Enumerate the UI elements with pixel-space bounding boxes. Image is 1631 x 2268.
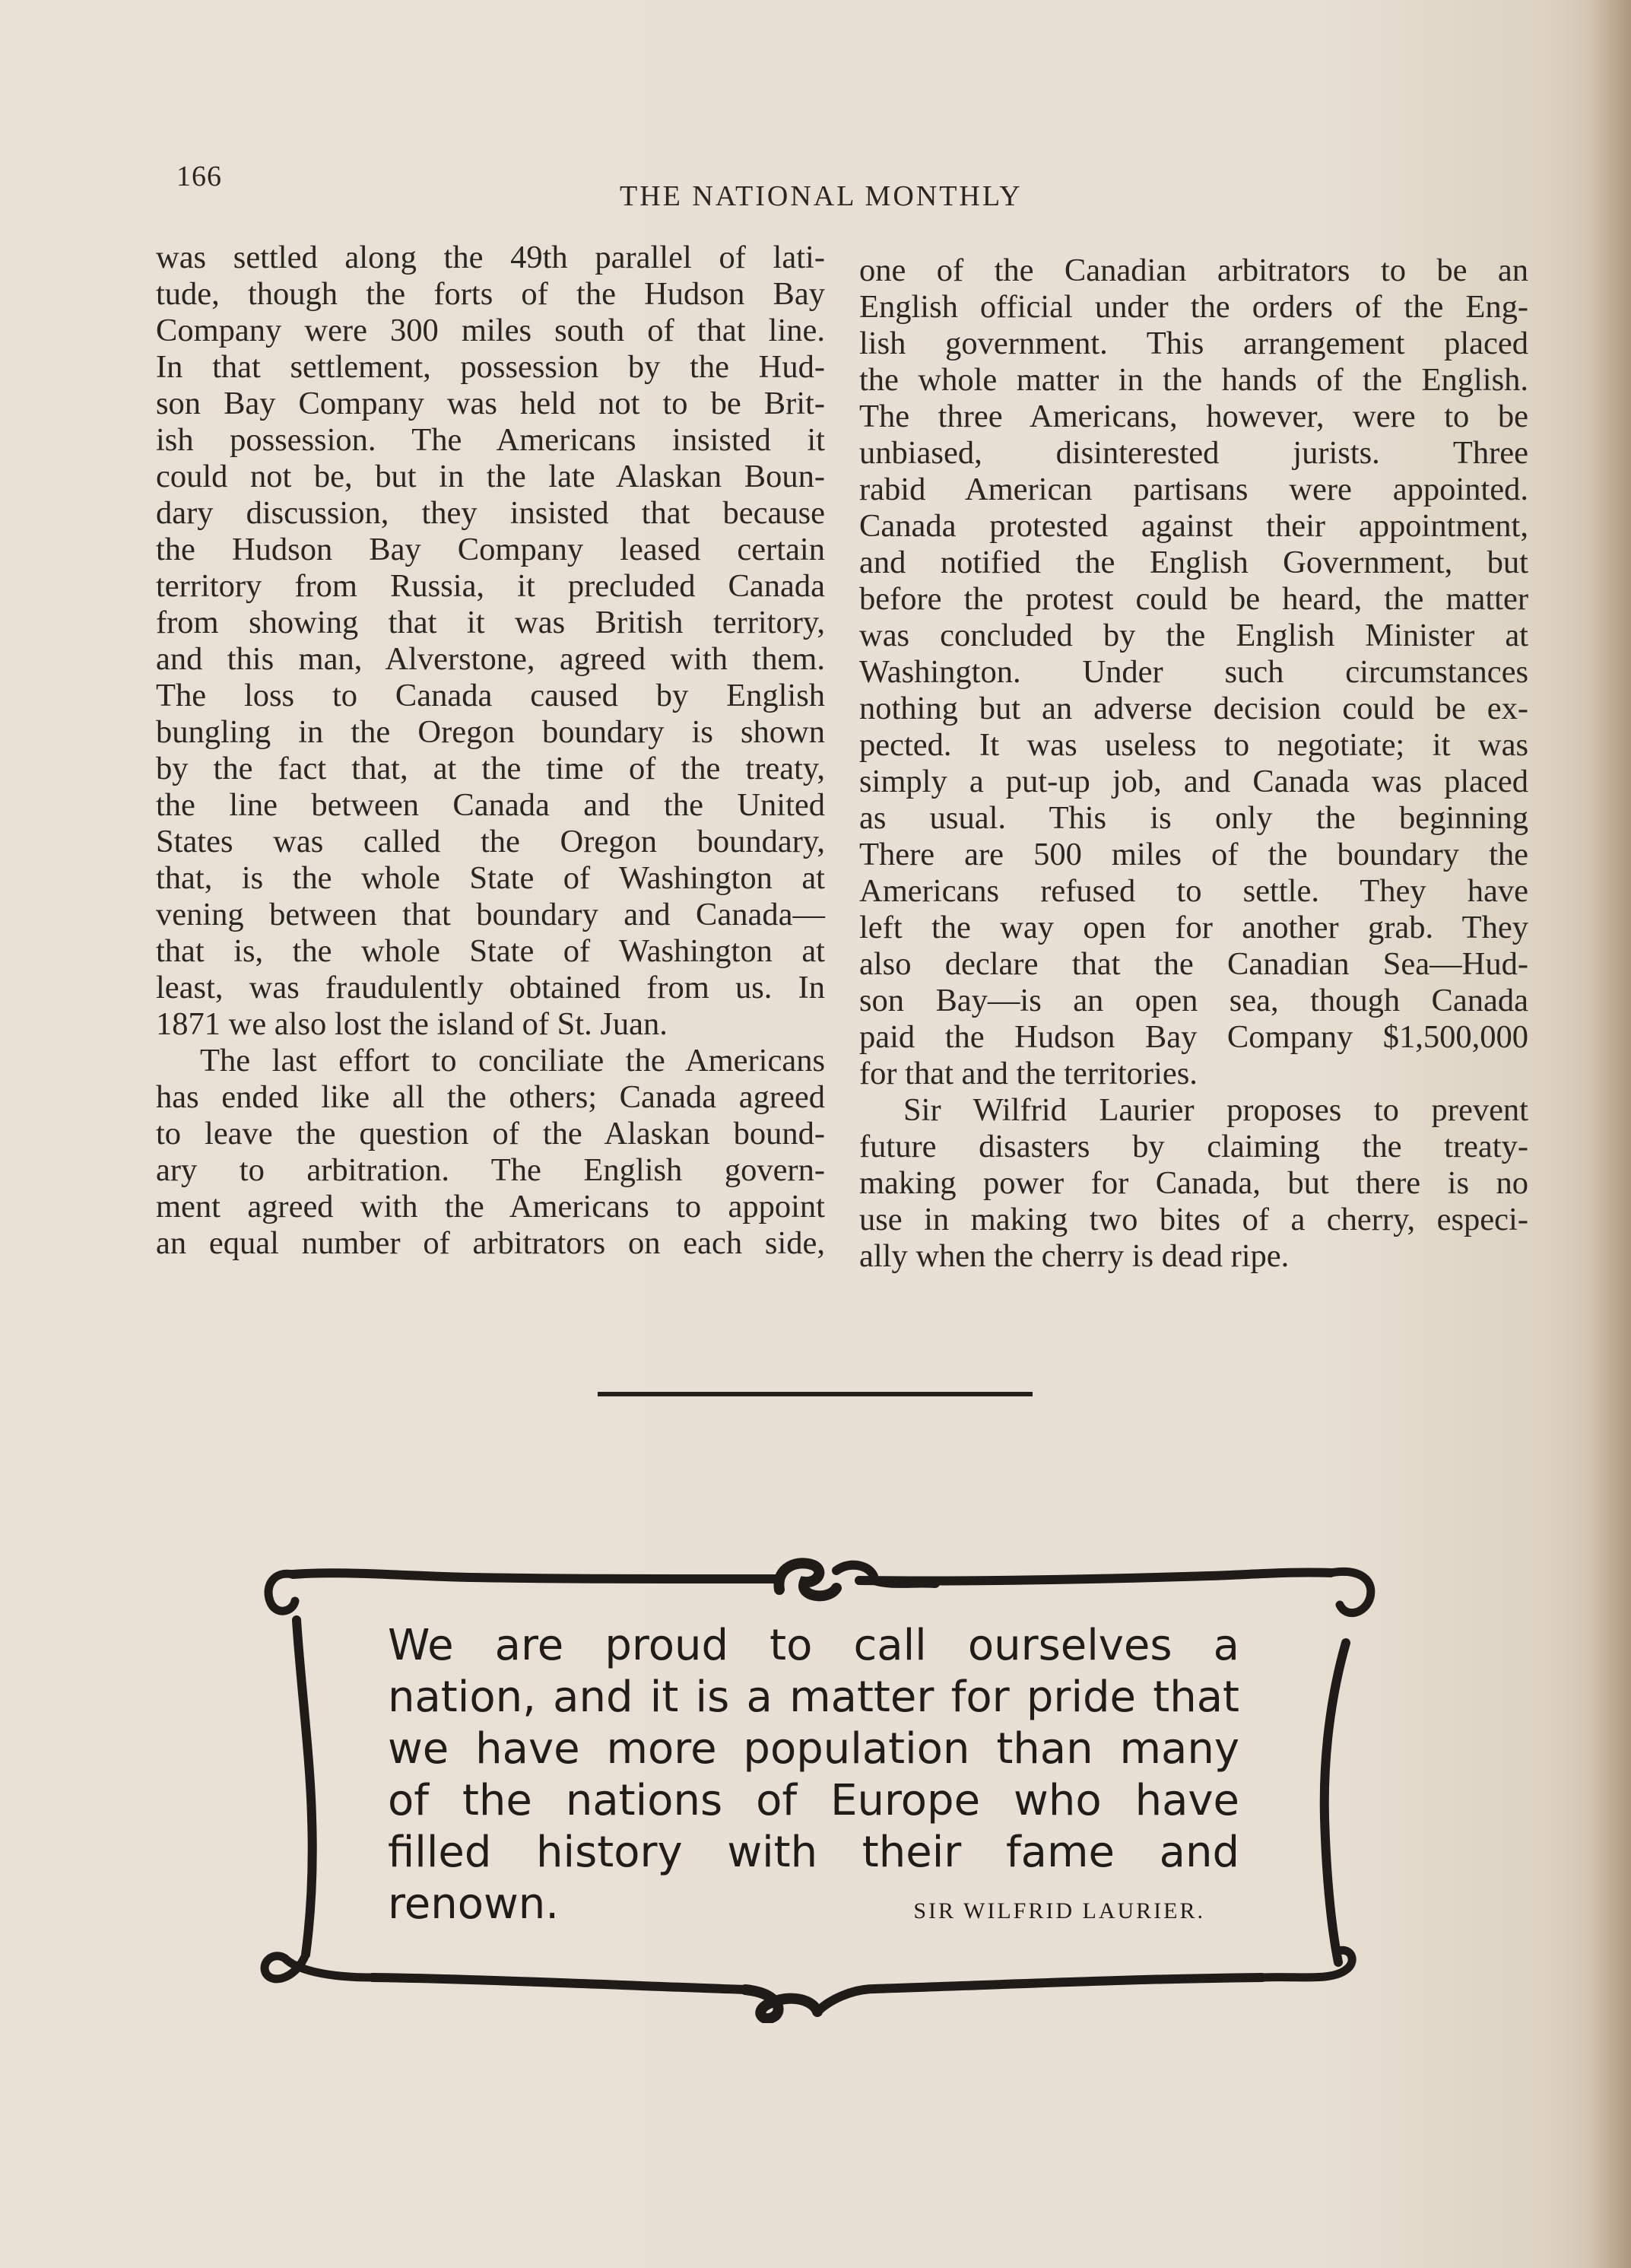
text-line: for that and the territories. [859,1056,1198,1091]
text-line: was settled along the 49th parallel of lati- [156,240,825,275]
text-line: one of the Canadian arbitrators to be an [859,253,1528,288]
text-line: The three Americans, however, were to be [859,399,1528,434]
quote-line: filled history with their fame and [388,1828,1239,1877]
quote-line: of the nations of Europe who have [388,1776,1239,1825]
text-line: Sir Wilfrid Laurier proposes to prevent [903,1092,1528,1128]
text-line: rabid American partisans were appointed. [859,472,1528,507]
text-line: son Bay—is an open sea, though Canada [859,983,1528,1018]
quote-final-row [388,1879,1239,1930]
text-line: States was called the Oregon boundary, [156,824,825,859]
laurier-quote [388,1620,1239,1930]
text-line: and this man, Alverstone, agreed with them. [156,641,825,677]
text-line: son Bay Company was held not to be Brit- [156,386,825,421]
text-line: Washington. Under such circumstances [859,654,1528,690]
text-line: dary discussion, they insisted that because [156,495,825,531]
text-line: lish government. This arrangement placed [859,326,1528,361]
text-line: pected. It was useless to negotiate; it was [859,727,1528,763]
text-line: ally when the cherry is dead ripe. [859,1238,1290,1274]
quote-line: nation, and it is a matter for pride that [388,1672,1239,1722]
text-line: the Hudson Bay Company leased certain [156,532,825,567]
text-line: that, is the whole State of Washington at [156,860,825,896]
quote-line: renown. [388,1879,560,1929]
text-line: There are 500 miles of the boundary the [859,837,1528,872]
page-edge-shadow [1589,0,1631,2268]
text-line: bungling in the Oregon boundary is shown [156,714,825,750]
text-line: has ended like all the others; Canada agreed [156,1079,825,1115]
text-line: future disasters by claiming the treaty- [859,1129,1528,1164]
quote-attribution: SIR WILFRID LAURIER. [913,1898,1205,1923]
text-line: ment agreed with the Americans to appoint [156,1189,825,1225]
text-line: paid the Hudson Bay Company $1,500,000 [859,1019,1528,1055]
text-line: from showing that it was British territory, [156,605,825,640]
text-line: Company were 300 miles south of that line. [156,313,825,348]
right-column [859,253,1528,1275]
text-line: to leave the question of the Alaskan bound- [156,1116,825,1151]
text-line: territory from Russia, it precluded Canada [156,568,825,604]
text-line: The last effort to conciliate the Americans [200,1043,825,1078]
running-head: THE NATIONAL MONTHLY [620,180,1023,212]
quote-line: we have more population than many [388,1724,1239,1774]
text-line: also declare that the Canadian Sea—Hud- [859,946,1528,982]
text-line: 1871 we also lost the island of St. Juan. [156,1006,668,1042]
text-line: left the way open for another grab. They [859,910,1528,945]
text-line: making power for Canada, but there is no [859,1165,1528,1201]
text-line: the whole matter in the hands of the English. [859,362,1528,398]
text-line: nothing but an adverse decision could be ex- [859,691,1528,726]
text-line: ary to arbitration. The English govern- [156,1152,825,1188]
text-line: was concluded by the English Minister at [859,618,1528,653]
text-line: that is, the whole State of Washington at [156,933,825,969]
text-line: tude, though the forts of the Hudson Bay [156,276,825,312]
text-line: before the protest could be heard, the matter [859,581,1528,617]
text-line: Canada protested against their appointment, [859,508,1528,544]
text-line: ish possession. The Americans insisted it [156,422,825,458]
text-line: the line between Canada and the United [156,787,825,823]
text-line: an equal number of arbitrators on each side, [156,1225,825,1261]
text-line: unbiased, disinterested jurists. Three [859,435,1528,471]
text-line: could not be, but in the late Alaskan Boun- [156,459,825,494]
text-line: English official under the orders of the Eng- [859,289,1528,325]
text-line: as usual. This is only the beginning [859,800,1528,836]
text-line: and notified the English Government, but [859,545,1528,580]
left-column [156,240,825,1262]
text-line: The loss to Canada caused by English [156,678,825,713]
quote-line: We are proud to call ourselves a [388,1621,1239,1670]
text-line: In that settlement, possession by the Hud- [156,349,825,385]
text-line: vening between that boundary and Canada— [156,897,825,932]
section-divider [598,1392,1033,1396]
text-line: use in making two bites of a cherry, especi- [859,1202,1528,1237]
text-line: least, was fraudulently obtained from us. In [156,970,825,1005]
text-line: Americans refused to settle. They have [859,873,1528,909]
page-number: 166 [176,160,222,192]
text-line: by the fact that, at the time of the treaty, [156,751,825,786]
text-line: simply a put-up job, and Canada was placed [859,764,1528,799]
